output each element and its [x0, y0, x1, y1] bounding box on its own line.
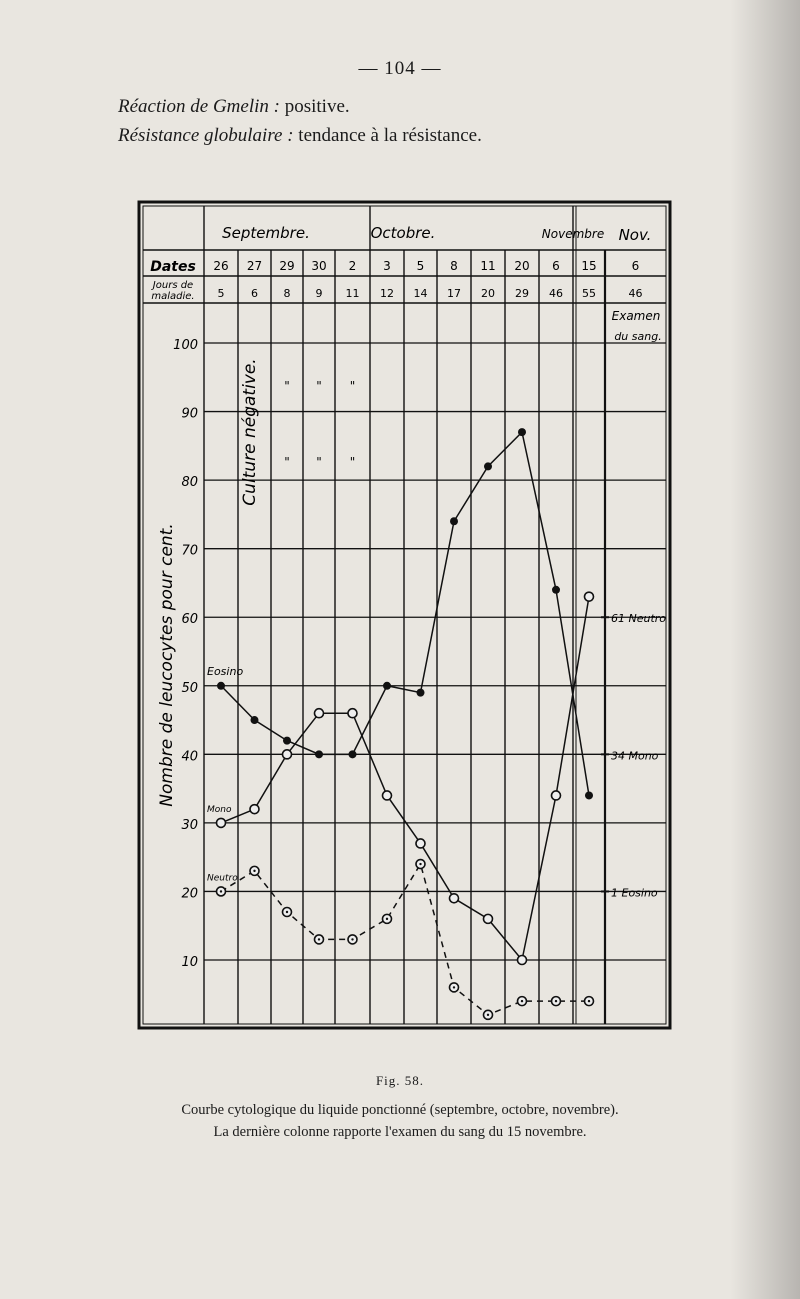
- data-point-eosino: [283, 737, 291, 745]
- data-point-center: [521, 1000, 523, 1002]
- data-point-eosino: [383, 682, 391, 690]
- month-label: Septembre.: [222, 224, 310, 242]
- y-tick-label: 70: [181, 543, 198, 559]
- date-label: 5: [416, 259, 425, 273]
- data-point-mono: [315, 709, 324, 718]
- data-point-eosino: [251, 716, 259, 724]
- data-point-center: [419, 863, 421, 865]
- data-point-eosino: [552, 586, 560, 594]
- data-point-mono: [450, 894, 459, 903]
- date-label: 2: [348, 259, 357, 273]
- chart-annotations: [240, 358, 355, 505]
- y-tick-label: 10: [181, 955, 198, 970]
- data-point-eosino: [484, 462, 492, 470]
- date-label: 6: [552, 259, 560, 273]
- chart-y-axis: [157, 338, 198, 970]
- date-label: 3: [383, 259, 391, 273]
- y-tick-label: 50: [181, 680, 198, 696]
- data-point-center: [253, 870, 255, 872]
- series-line-eosino: [221, 432, 589, 795]
- day-label: 12: [380, 287, 394, 300]
- date-label: 15: [581, 259, 597, 273]
- y-tick-label: 40: [181, 749, 198, 765]
- chart-grid: [143, 206, 666, 1029]
- day-label: 9: [315, 287, 323, 300]
- data-point-mono: [348, 709, 357, 718]
- ditto-mark: ": [284, 379, 290, 393]
- data-point-center: [386, 918, 388, 920]
- data-point-mono: [416, 839, 425, 848]
- data-point-mono: [518, 956, 527, 965]
- y-tick-label: 60: [181, 612, 198, 628]
- blood-exam-value: 34 Mono: [611, 749, 659, 763]
- y-tick-label: 100: [173, 338, 198, 353]
- caption-line-1: Courbe cytologique du liquide ponctionné (septembre, octobre, novembre).: [181, 1102, 619, 1118]
- ditto-mark: ": [316, 455, 322, 469]
- date-label: 29: [279, 259, 295, 273]
- data-point-mono: [383, 791, 392, 800]
- ditto-mark: ": [349, 379, 356, 393]
- culture-note: Culture négative.: [240, 358, 260, 506]
- dates-row-label: Dates: [150, 259, 196, 275]
- data-point-eosino: [450, 517, 458, 525]
- day-label: 20: [481, 287, 495, 300]
- data-point-center: [453, 986, 455, 988]
- data-point-mono: [552, 791, 561, 800]
- data-point-center: [318, 938, 320, 940]
- data-point-center: [588, 1000, 590, 1002]
- day-label: 17: [447, 287, 461, 300]
- gmelin-label: Réaction de Gmelin :: [118, 96, 280, 117]
- month-label: Novembre: [541, 227, 605, 241]
- figure-label: Fig. 58.: [375, 1073, 425, 1088]
- data-point-center: [487, 1014, 489, 1016]
- caption-line-2: La dernière colonne rapporte l'examen du sang du 15 novembre.: [213, 1124, 587, 1140]
- date-label: 30: [311, 259, 327, 273]
- month-label: Nov.: [618, 226, 652, 244]
- series-name-mono: Mono: [207, 804, 232, 815]
- data-point-eosino: [585, 791, 593, 799]
- series-name-eosino: Eosino: [207, 664, 244, 678]
- chart-series: [217, 428, 594, 1019]
- date-label: 27: [246, 259, 263, 273]
- days-row-label-1: Jours de: [152, 280, 194, 291]
- data-point-eosino: [217, 682, 225, 690]
- day-label: 6: [251, 287, 258, 300]
- y-axis-title: Nombre de leucocytes pour cent.: [157, 523, 177, 807]
- series-line-mono: [221, 597, 589, 960]
- data-point-mono: [484, 914, 493, 923]
- day-label: 5: [217, 287, 225, 300]
- day-label: 8: [283, 287, 291, 300]
- data-point-mono: [217, 818, 226, 827]
- month-label: Octobre.: [370, 224, 436, 242]
- day-label: 46: [549, 287, 563, 300]
- data-point-mono: [585, 592, 594, 601]
- date-label: 6: [631, 259, 640, 273]
- resistance-value: tendance à la résistance.: [298, 125, 482, 146]
- blood-exam-label-1: Examen: [611, 309, 661, 323]
- day-label: 55: [582, 287, 596, 300]
- date-label: 8: [450, 259, 458, 273]
- y-tick-label: 20: [181, 886, 198, 902]
- day-label: 29: [515, 287, 529, 300]
- date-label: 26: [213, 259, 229, 273]
- gmelin-value: positive.: [284, 96, 350, 117]
- data-point-center: [220, 890, 222, 892]
- series-name-neutro: Neutro: [207, 873, 238, 884]
- y-tick-label: 30: [181, 817, 198, 833]
- blood-exam-value: 61 Neutro: [611, 612, 667, 626]
- data-point-mono: [283, 750, 292, 759]
- day-label: 14: [413, 287, 428, 300]
- data-point-eosino: [518, 428, 526, 436]
- date-label: 20: [514, 259, 530, 273]
- data-point-eosino: [315, 750, 323, 758]
- chart-header: [150, 224, 661, 343]
- data-point-center: [351, 938, 353, 940]
- ditto-mark: ": [349, 455, 356, 469]
- y-tick-label: 90: [181, 406, 198, 422]
- day-label: 11: [345, 287, 360, 300]
- day-label: 46: [628, 287, 643, 300]
- data-point-center: [286, 911, 288, 913]
- data-point-mono: [250, 805, 259, 814]
- ditto-mark: ": [316, 379, 322, 393]
- y-tick-label: 80: [181, 475, 198, 491]
- data-point-center: [555, 1000, 557, 1002]
- series-line-neutro: [221, 864, 589, 1015]
- blood-exam-label-2: du sang.: [614, 330, 662, 343]
- page-number: — 104 —: [358, 58, 442, 79]
- date-label: 11: [480, 259, 496, 273]
- data-point-eosino: [349, 750, 357, 758]
- ditto-mark: ": [284, 455, 290, 469]
- days-row-label-2: maladie.: [151, 291, 195, 302]
- data-point-eosino: [417, 689, 425, 697]
- resistance-label: Résistance globulaire :: [118, 125, 294, 146]
- blood-exam-value: 1 Eosino: [611, 886, 658, 900]
